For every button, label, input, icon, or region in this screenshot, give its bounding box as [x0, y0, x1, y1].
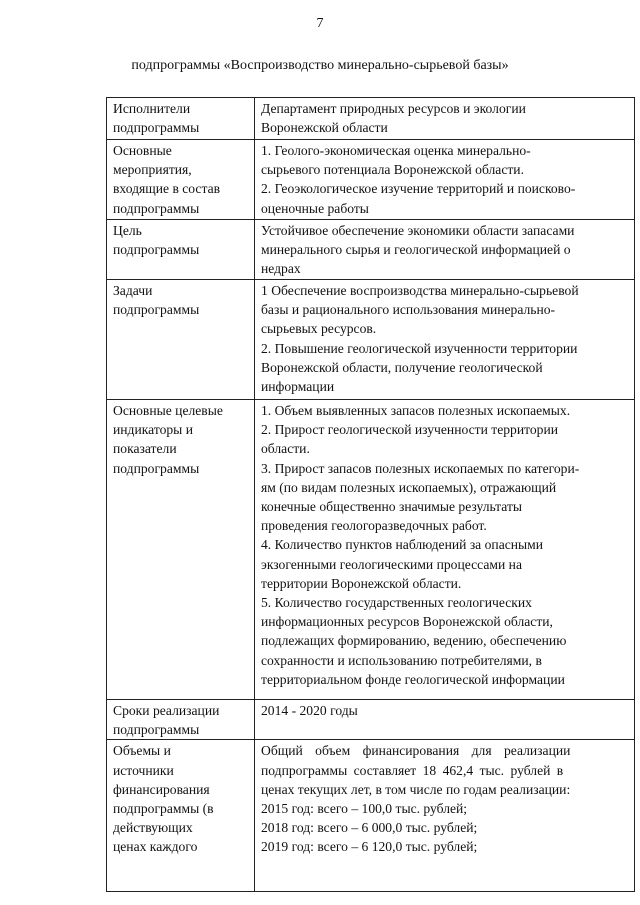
- table-row-executors: [107, 98, 635, 140]
- row-label: [107, 740, 255, 892]
- table-row-goal: [107, 220, 635, 280]
- value-line: проведения геологоразведочных работ.: [261, 518, 487, 534]
- label-line: подпрограммы: [113, 200, 200, 216]
- row-label: [107, 700, 255, 740]
- value-line: базы и рационального использования минерально-: [261, 302, 556, 318]
- value-line: 1. Геолого-экономическая оценка минерально-: [261, 143, 531, 158]
- subprogram-heading: подпрограммы «Воспроизводство минерально-сырьевой базы»: [131, 58, 509, 73]
- label-line: Основные: [113, 143, 172, 158]
- value-line: сырьевых ресурсов.: [261, 321, 377, 337]
- value-line: ценах текущих лет, в том числе по годам реализации:: [261, 781, 571, 797]
- value-line: 2. Геоэкологическое изучение территорий и поисково-: [261, 181, 576, 197]
- row-label: [107, 98, 255, 140]
- label-line: Цель: [113, 223, 142, 238]
- row-value: [255, 98, 635, 140]
- label-line: Основные целевые: [113, 403, 223, 418]
- value-line: 2019 год: всего – 6 120,0 тыс. рублей;: [261, 839, 478, 855]
- row-value: [255, 700, 635, 740]
- value-line: 2014 - 2020 годы: [261, 703, 358, 718]
- value-line: 1. Объем выявленных запасов полезных ископаемых.: [261, 403, 571, 418]
- label-line: Сроки реализации: [113, 703, 220, 718]
- label-line: источники: [113, 762, 174, 778]
- value-line: сырьевого потенциала Воронежской области.: [261, 162, 524, 178]
- value-line: 3. Прирост запасов полезных ископаемых по категори-: [261, 460, 580, 476]
- table-row-funding: [107, 740, 635, 892]
- label-line: подпрограммы: [113, 120, 200, 136]
- value-line: 5. Количество государственных геологических: [261, 595, 532, 611]
- value-line: 4. Количество пунктов наблюдений за опасными: [261, 537, 544, 553]
- value-line: Общий объем финансирования для реализации: [261, 743, 571, 759]
- value-line: подлежащих формированию, ведению, обеспечению: [261, 633, 567, 649]
- row-label: [107, 220, 255, 280]
- label-line: входящие в состав: [113, 181, 221, 197]
- label-line: подпрограммы: [113, 722, 200, 738]
- value-line: территориальном фонде геологической информации: [261, 671, 565, 687]
- label-line: подпрограммы (в: [113, 801, 214, 817]
- row-value: [255, 140, 635, 220]
- subprogram-passport-table: [106, 97, 635, 892]
- value-line: 2. Прирост геологической изученности территории: [261, 422, 558, 438]
- value-line: Воронежской области, получение геологической: [261, 359, 543, 375]
- row-value: [255, 740, 635, 892]
- label-line: ценах каждого: [113, 839, 198, 855]
- value-line: 2. Повышение геологической изученности территории: [261, 340, 578, 356]
- label-line: мероприятия,: [113, 162, 192, 178]
- value-line: информационных ресурсов Воронежской области,: [261, 614, 553, 630]
- label-line: подпрограммы: [113, 242, 200, 258]
- table-row-implementation-period: [107, 700, 635, 740]
- label-line: Объемы и: [113, 743, 171, 759]
- label-line: Задачи: [113, 283, 153, 298]
- value-line: Департамент природных ресурсов и экологии: [261, 101, 526, 116]
- value-line: сохранности и использованию потребителями, в: [261, 652, 542, 668]
- value-line: информации: [261, 379, 335, 395]
- value-line: подпрограммы составляет 18 462,4 тыс. рублей в: [261, 762, 564, 778]
- row-value: [255, 220, 635, 280]
- value-line: ям (по видам полезных ископаемых), отражающий: [261, 479, 557, 495]
- row-value: [255, 400, 635, 700]
- row-value: [255, 280, 635, 400]
- row-label: [107, 400, 255, 700]
- label-line: подпрограммы: [113, 302, 200, 318]
- table-row-tasks: [107, 280, 635, 400]
- value-line: территории Воронежской области.: [261, 575, 462, 591]
- label-line: подпрограммы: [113, 460, 200, 476]
- table-row-target-indicators: [107, 400, 635, 700]
- value-line: 1 Обеспечение воспроизводства минерально-сырьевой: [261, 283, 579, 298]
- label-line: действующих: [113, 820, 193, 836]
- row-label: [107, 280, 255, 400]
- value-line: 2015 год: всего – 100,0 тыс. рублей;: [261, 801, 468, 817]
- value-line: конечные общественно значимые результаты: [261, 499, 523, 515]
- value-line: Устойчивое обеспечение экономики области запасами: [261, 223, 575, 238]
- label-line: показатели: [113, 441, 177, 457]
- label-line: индикаторы и: [113, 422, 193, 438]
- label-line: Исполнители: [113, 101, 191, 116]
- value-line: области.: [261, 441, 310, 457]
- page-number: 7: [316, 16, 324, 31]
- table-row-main-activities: [107, 140, 635, 220]
- value-line: Воронежской области: [261, 120, 388, 136]
- value-line: минерального сырья и геологической информацией о: [261, 242, 571, 258]
- value-line: недрах: [261, 261, 301, 277]
- row-label: [107, 140, 255, 220]
- value-line: экзогенными геологическими процессами на: [261, 556, 522, 572]
- value-line: оценочные работы: [261, 200, 369, 216]
- label-line: финансирования: [113, 781, 210, 797]
- value-line: 2018 год: всего – 6 000,0 тыс. рублей;: [261, 820, 478, 836]
